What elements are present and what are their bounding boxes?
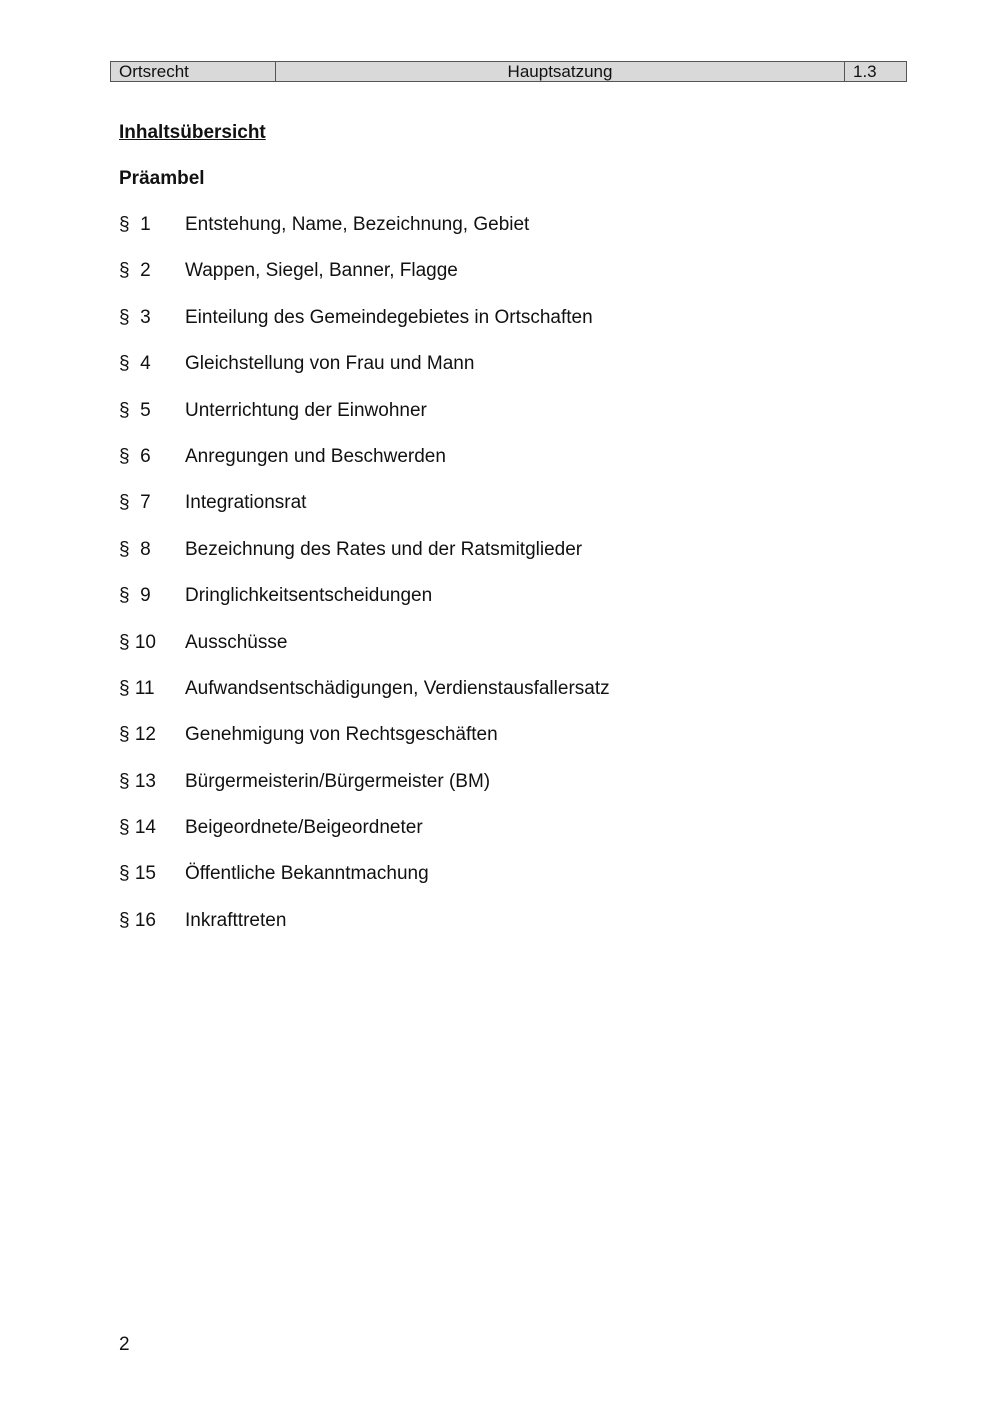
toc-item-title: Anregungen und Beschwerden xyxy=(185,445,446,467)
toc-item-title: Gleichstellung von Frau und Mann xyxy=(185,353,475,375)
toc-item-number: § 15 xyxy=(119,863,156,885)
toc-item xyxy=(119,445,610,491)
toc-list xyxy=(119,213,610,955)
header-category: Ortsrecht xyxy=(111,62,276,82)
toc-item-title: Unterrichtung der Einwohner xyxy=(185,399,427,421)
toc-item-number: § 14 xyxy=(119,817,156,839)
toc-item xyxy=(119,491,610,537)
toc-item-title: Wappen, Siegel, Banner, Flagge xyxy=(185,260,458,282)
toc-item-title: Integrationsrat xyxy=(185,492,307,514)
toc-item-title: Ausschüsse xyxy=(185,631,288,653)
toc-item-number: § 11 xyxy=(119,677,155,699)
toc-item xyxy=(119,816,610,862)
toc-item-number: § 16 xyxy=(119,909,156,931)
toc-item xyxy=(119,770,610,816)
toc-item xyxy=(119,538,610,584)
toc-item-number: § 6 xyxy=(119,445,151,467)
toc-heading: Inhaltsübersicht xyxy=(119,122,266,143)
toc-item xyxy=(119,306,610,352)
toc-item-title: Inkrafttreten xyxy=(185,909,287,931)
header-document-number: 1.3 xyxy=(845,62,907,82)
toc-item-title: Bürgermeisterin/Bürgermeister (BM) xyxy=(185,770,491,792)
document-header-table xyxy=(110,61,907,82)
toc-item xyxy=(119,213,610,259)
toc-item-title: Genehmigung von Rechtsgeschäften xyxy=(185,724,498,746)
toc-item-title: Bezeichnung des Rates und der Ratsmitglieder xyxy=(185,538,583,560)
toc-item-number: § 8 xyxy=(119,538,151,560)
toc-item-number: § 5 xyxy=(119,399,151,421)
toc-item xyxy=(119,723,610,769)
toc-item-number: § 9 xyxy=(119,585,151,607)
toc-item-title: Aufwandsentschädigungen, Verdienstausfallersatz xyxy=(185,677,610,699)
toc-preamble: Präambel xyxy=(119,168,205,189)
page-number: 2 xyxy=(119,1334,130,1355)
toc-item-number: § 12 xyxy=(119,724,156,746)
toc-item xyxy=(119,352,610,398)
toc-item-number: § 1 xyxy=(119,214,151,235)
toc-item xyxy=(119,631,610,677)
toc-item-title: Entstehung, Name, Bezeichnung, Gebiet xyxy=(185,214,530,235)
toc-item-number: § 13 xyxy=(119,770,156,792)
header-document-title: Hauptsatzung xyxy=(276,62,845,82)
toc-item-number: § 2 xyxy=(119,260,151,282)
toc-item xyxy=(119,909,610,955)
toc-item xyxy=(119,584,610,630)
toc-item xyxy=(119,677,610,723)
toc-item-number: § 3 xyxy=(119,306,151,328)
toc-item-title: Beigeordnete/Beigeordneter xyxy=(185,817,423,839)
toc-item-number: § 4 xyxy=(119,353,151,375)
toc-item xyxy=(119,259,610,305)
document-header-row xyxy=(111,62,907,82)
toc-item xyxy=(119,399,610,445)
toc-item-title: Einteilung des Gemeindegebietes in Ortschaften xyxy=(185,306,593,328)
toc-item-number: § 10 xyxy=(119,631,156,653)
toc-item-title: Dringlichkeitsentscheidungen xyxy=(185,585,433,607)
toc-item xyxy=(119,862,610,908)
toc-item-number: § 7 xyxy=(119,492,151,514)
toc-item-title: Öffentliche Bekanntmachung xyxy=(185,863,429,885)
